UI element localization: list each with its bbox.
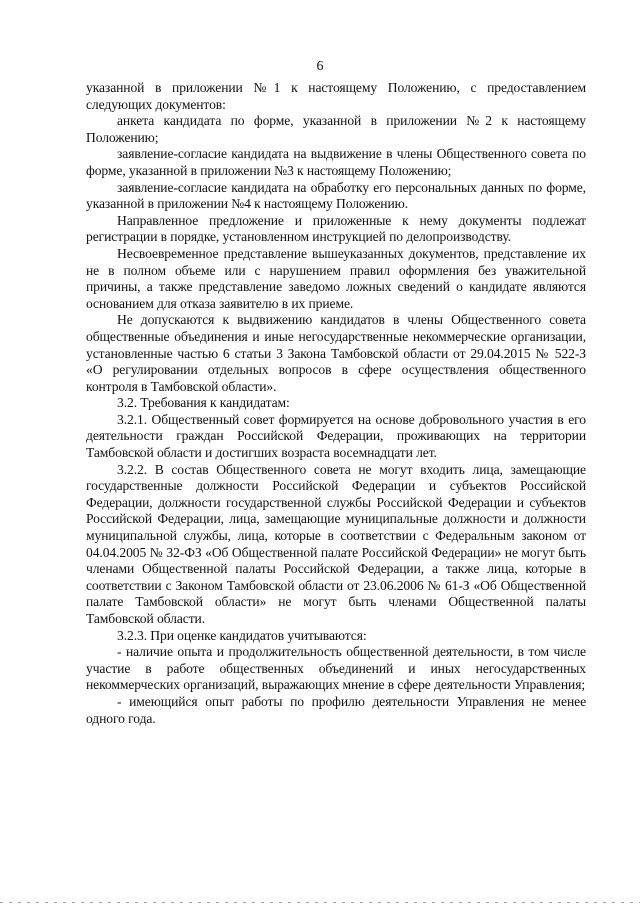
paragraph-exclusions: Не допускаются к выдвижению кандидатов в члены Общественного совета общественные объединения и иные негосударственные некоммерческие организации, установленные частью 6 статьи 3 Закона Тамбовской области от 29.04.2015 № 522-З «О регулировании отдельных вопросов в сфере осуществления общественного контроля в Тамбовской области».: [86, 312, 586, 394]
page-number: 6: [316, 59, 324, 74]
paragraph-refusal-grounds: Несвоевременное представление вышеуказанных документов, представление их не в полном объеме или с нарушением правил оформления без уважительной причины, а также представление заведомо ложных сведений о кандидате являются основанием для отказа заявителю в их приеме.: [86, 245, 586, 311]
criteria-item-profile: - имеющийся опыт работы по профилю деятельности Управления не менее одного года.: [86, 693, 586, 726]
paragraph-nomination-consent: заявление-согласие кандидата на выдвижение в члены Общественного совета по форме, указанной в приложении №3 к настоящему Положению;: [86, 146, 586, 178]
paragraph-data-consent: заявление-согласие кандидата на обработку его персональных данных по форме, указанной в приложении №4 к настоящему Положению.: [86, 179, 586, 212]
section-heading-3-2: 3.2. Требования к кандидатам:: [117, 395, 290, 411]
paragraph-3-2-1: 3.2.1. Общественный совет формируется на основе добровольного участия в его деятельности граждан Российской Федерации, проживающих на территории Тамбовской области и достигших возраста восемнадцати лет.: [86, 411, 586, 461]
paragraph-questionnaire: анкета кандидата по форме, указанной в приложении №2 к настоящему Положению;: [86, 113, 586, 145]
paragraph-continuation: указанной в приложении №1 к настоящему Положению, с предоставлением следующих документов:: [86, 80, 586, 112]
scan-edge-artifact: [0, 902, 640, 903]
paragraph-registration: Направленное предложение и приложенные к нему документы подлежат регистрации в порядке, установленном инструкцией по делопроизводству.: [86, 212, 586, 245]
paragraph-3-2-3: 3.2.3. При оценке кандидатов учитываются:: [117, 627, 367, 643]
document-body: [86, 80, 586, 727]
criteria-item-experience: - наличие опыта и продолжительность общественной деятельности, в том числе участие в работе общественных объединений и иных негосударственных некоммерческих организаций, выражающих мнение в сфере деятельности Управления;: [86, 644, 586, 693]
paragraph-3-2-2: 3.2.2. В состав Общественного совета не могут входить лица, замещающие государственные должности Российской Федерации и субъектов Российской Федерации, должности государственной службы Российской Федерации и субъектов Российской Федерации, лица, замещающие муниципальные должности и должности муниципальной службы, лица, которые в соответствии с Федеральным законом от 04.04.2005 № 32-ФЗ «Об Общественной палате Российской Федерации» не могут быть членами Общественной палаты Российской Федерации, а также лица, которые в соответствии с Законом Тамбовской области от 23.06.2006 № 61-З «Об Общественной палате Тамбовской области» не могут быть членами Общественной палаты Тамбовской области.: [86, 461, 586, 626]
